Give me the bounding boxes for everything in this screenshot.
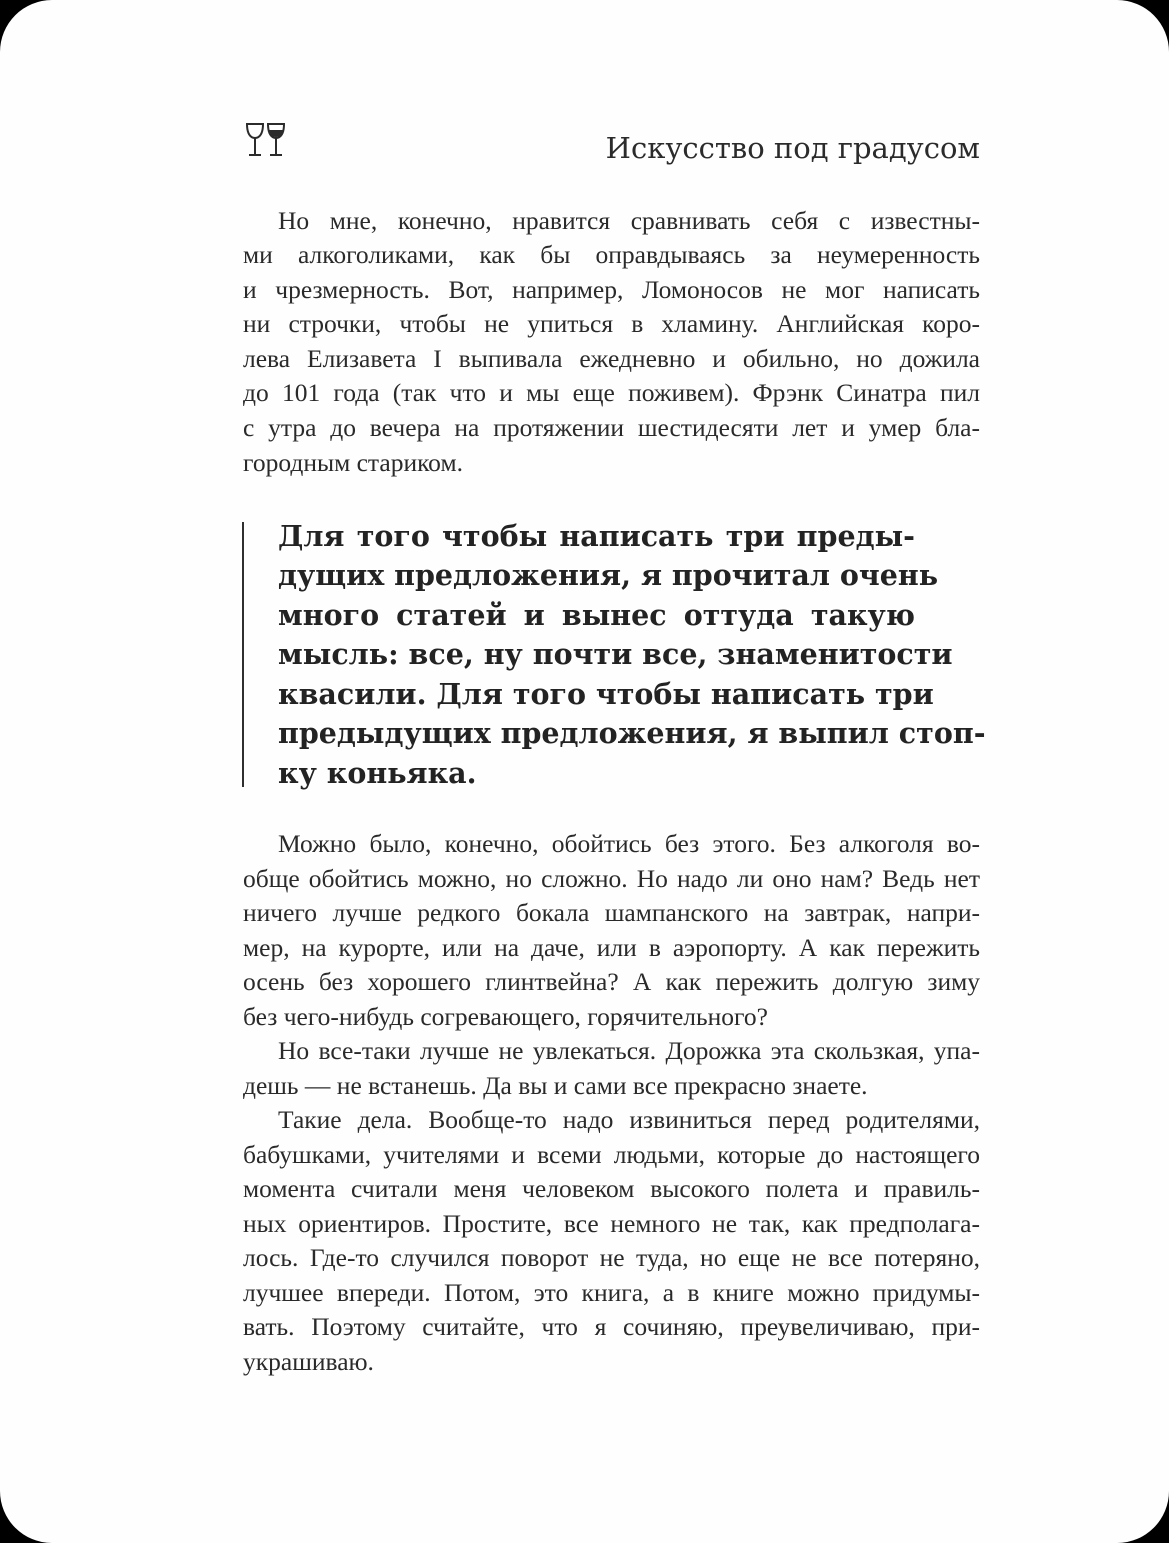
- wine-glasses-icon: [245, 121, 287, 159]
- text-line: обще обойтись можно, но сложно. Но надо ли оно нам? Ведь нет: [243, 864, 980, 893]
- text-line: Можно было, конечно, обойтись без этого. Без алкоголя во-: [278, 829, 980, 858]
- text-line: осень без хорошего глинтвейна? А как пережить долгую зиму: [243, 967, 980, 996]
- quote-line: много статей и вынес оттуда такую: [278, 598, 915, 632]
- text-line: без чего-нибудь согревающего, горячительного?: [243, 1002, 768, 1031]
- text-line: ни строчки, чтобы не упиться в хламину. Английская коро-: [243, 309, 980, 338]
- text-line: Но все-таки лучше не увлекаться. Дорожка эта скользкая, упа-: [278, 1036, 980, 1065]
- text-line: ных ориентиров. Простите, все немного не так, как предполага-: [243, 1209, 980, 1238]
- quote-line: предыдущих предложения, я выпил стоп-: [278, 716, 986, 750]
- text-line: украшиваю.: [243, 1347, 374, 1376]
- quote-bar: [242, 522, 244, 787]
- text-line: лева Елизавета I выпивала ежедневно и обильно, но дожила: [243, 344, 980, 373]
- text-line: лось. Где-то случился поворот не туда, но еще не все потеряно,: [243, 1243, 980, 1272]
- text-line: дешь — не встанешь. Да вы и сами все прекрасно знаете.: [243, 1071, 868, 1100]
- text-line: бабушками, учителями и всеми людьми, которые до настоящего: [243, 1140, 980, 1169]
- quote-line: квасили. Для того чтобы написать три: [278, 677, 934, 711]
- text-line: лучшее впереди. Потом, это книга, а в книге можно придумы-: [243, 1278, 980, 1307]
- quote-line: мысль: все, ну почти все, знаменитости: [278, 637, 953, 671]
- text-line: момента считали меня человеком высокого полета и правиль-: [243, 1174, 980, 1203]
- text-line: вать. Поэтому считайте, что я сочиняю, преувеличиваю, при-: [243, 1312, 980, 1341]
- text-line: Такие дела. Вообще-то надо извиниться перед родителями,: [278, 1105, 980, 1134]
- text-line: городным стариком.: [243, 448, 463, 477]
- text-line: до 101 года (так что и мы еще поживем). Фрэнк Синатра пил: [243, 378, 980, 407]
- text-line: и чрезмерность. Вот, например, Ломоносов не мог написать: [243, 275, 980, 304]
- quote-line: дущих предложения, я прочитал очень: [278, 558, 939, 592]
- text-line: с утра до вечера на протяжении шестидесяти лет и умер бла-: [243, 413, 980, 442]
- text-line: ми алкоголиками, как бы оправдываясь за неумеренность: [243, 240, 980, 269]
- text-line: ничего лучше редкого бокала шампанского на завтрак, напри-: [243, 898, 980, 927]
- quote-line: Для того чтобы написать три преды-: [278, 519, 915, 553]
- text-line: мер, на курорте, или на даче, или в аэропорту. А как пережить: [243, 933, 980, 962]
- text-line: Но мне, конечно, нравится сравнивать себя с известны-: [278, 206, 980, 235]
- running-title: Искусство под градусом: [605, 131, 980, 165]
- quote-line: ку коньяка.: [278, 756, 477, 790]
